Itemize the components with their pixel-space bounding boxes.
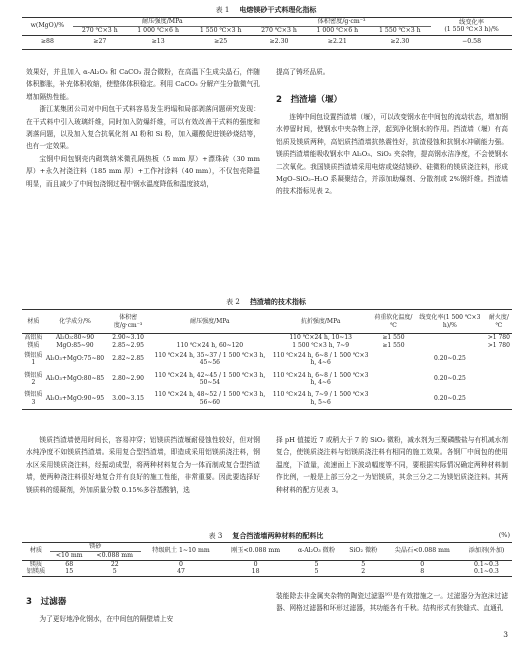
table3-number: 表 3 <box>208 532 223 540</box>
table-row: 高铝质 Al₂O₃:80~90 2.90~3.10 110 ℃×24 h, 10~13 ≥1 550 >1 780 <box>24 334 510 341</box>
table3-head: 刚玉<0.088 mm <box>221 543 290 561</box>
table2 <box>22 309 512 410</box>
table1-cell: ≥25 <box>214 38 228 46</box>
left-column-bottom <box>26 613 260 625</box>
table2-title: 挡渣墙的技术指标 <box>249 297 306 306</box>
paragraph: 浙江某集团公司对中间包干式料容易发生坍塌和局部剥落问题研究发现：在干式料中引入玻璃纤维，同时加入防爆纤维，可以有效改善干式料的强度和剥落问题，以及加入复合抗氧化剂 Al 粉和 Si 粉，加入硼酸促进镁砂烧结等，也有一定效果。 <box>26 105 260 151</box>
table-row: 镁铝质 2 Al₂O₃+MgO:80~85 2.80~2.90 110 ℃×24 h, 42~45 / 1 500 ℃×3 h, 50~54 110 ℃×24 h, 6~8 / 1 500 ℃×3 h, 4~6 0.20~0.25 <box>24 371 466 386</box>
paragraph: 装能除去非金属夹杂物的陶瓷过滤器¹⁶¹是有效措施之一。过滤器分为泡沫过滤器、网格过滤器和环形过滤器，其功能各有千秋。结构形式有狭缝式、直通孔 <box>276 592 508 613</box>
table2-head: 化学成分/% <box>59 317 91 325</box>
section-heading-2: 2 挡渣墙（堰） <box>276 95 343 105</box>
paragraph: 提高了铸坯品质。 <box>276 68 330 76</box>
table2-head: 材质 <box>27 317 40 325</box>
table1 <box>22 17 512 50</box>
table2-head: 线变化率(1 500 ℃×3 h)/% <box>419 314 481 329</box>
table1-cell: ≥2.30 <box>390 38 410 46</box>
table1-sub: 1 550 ℃×3 h <box>199 26 242 34</box>
table3-head: α-Al₂O₃ 微粉 <box>290 543 343 561</box>
table1-sub: 270 ℃×3 h <box>81 26 118 34</box>
table3-unit: (%) <box>498 531 510 539</box>
paragraph: 镁质挡渣墙使用时间长，容易冲穿；铝镁质挡渣堰耐侵蚀性较好，但对钢水纯净度不如镁质挡渣墙。采用复合型挡渣墙，即造成采用铝镁质浇注料，钢水区采用镁质浇注料，经振动成型，将两种材料复合为一体而制成复合型挡渣墙，使两种浇注料很好地复合并有良好的施工性能，非常重要。因此要选择好镁质料的缓凝剂，外加质量分数 0.15%多谷基酸钠，选 <box>26 436 260 494</box>
table2-head: 耐压强度/MPa <box>190 317 230 325</box>
table2-head: 抗折强度/MPa <box>300 317 341 325</box>
table-row: 镁铝质 1 Al₂O₃+MgO:75~80 2.82~2.85 110 ℃×24 h, 35~37 / 1 500 ℃×3 h, 45~56 110 ℃×24 h, 6~8 / 1 500 ℃×3 h, 4~6 0.20~0.25 <box>24 351 466 366</box>
table3-head-material: 材质 <box>22 543 50 561</box>
table-row: 铝镁质 15 5 47 18 5 2 8 0.1~0.3 <box>22 568 512 576</box>
table1-head-mgo: w(MgO)/% <box>22 18 73 36</box>
table1-number: 表 1 <box>215 6 230 14</box>
table2-head: 耐火度/℃ <box>488 314 509 329</box>
table1-caption <box>0 5 532 15</box>
right-column-bottom <box>276 590 508 615</box>
table1-sub: 1 000 ℃×6 h <box>316 26 359 34</box>
table3-caption <box>0 531 532 541</box>
table1-head-linear: 线变化率 (1 550 ℃×3 h)/% <box>431 18 512 36</box>
left-column-upper <box>26 66 260 190</box>
paragraph: 宝钢中间包钢壳内砌筑纳米微孔隔热板（5 mm 厚）+漂珠砖（30 mm 厚）+永久衬浇注料（185 mm 厚）+工作衬涂料（40 mm），不仅包壳降温明显，而且减少了中间包浇钢过程中钢水温度降低和温度波动， <box>26 154 260 188</box>
table1-head-density: 体积密度/g·cm⁻³ <box>252 18 431 27</box>
table3-sub: <0.088 mm <box>96 551 134 559</box>
table1-cell: ≥2.30 <box>269 38 289 46</box>
right-column-middle <box>276 434 508 496</box>
table3-head-magnesia: 镁砂 <box>50 543 141 552</box>
right-column-upper-b <box>276 111 508 198</box>
paragraph: 效果好，并且加入 α-Al₂O₃ 和 CaCO₃ 混合微粉，在高温下生成尖晶石，伴随体积膨胀，补充体积收缩，使整体体积稳定。利用 CaCO₃ 分解产生分散微气孔增加隔热性能。 <box>26 68 260 101</box>
left-column-middle <box>26 434 260 496</box>
table1-sub: 270 ℃×3 h <box>261 26 297 34</box>
table-row: 镁质 68 22 0 0 5 5 0 0.1~0.3 <box>29 560 499 568</box>
table2-number: 表 2 <box>226 298 240 306</box>
section-heading-3: 3 过滤器 <box>26 597 67 607</box>
table3-title: 复合挡渣墙两种材料的配料比 <box>232 531 324 540</box>
table1-cell: ≥88 <box>40 38 54 46</box>
table1-cell: ≥2.21 <box>327 38 347 46</box>
table1-sub: 1 000 ℃×6 h <box>137 26 179 34</box>
table1-head-strength: 耐压强度/MPa <box>73 18 252 27</box>
table1-cell: −0.58 <box>462 38 482 46</box>
table-row: 镁铝质 3 Al₂O₃+MgO:90~95 3.00~3.15 110 ℃×24 h, 48~52 / 1 500 ℃×3 h, 56~60 110 ℃×24 h, 7~9 / 1 500 ℃×3 h, 5~6 0.20~0.25 <box>22 389 512 409</box>
paragraph: 择 pH 值接近 7 或稍大于 7 的 SiO₂ 微粉，减水剂为三聚磷酸盐与有机减水剂复合，使镁质浇注料与铝镁质浇注料有相同的施工效果。各钢厂中间包的使用温度，下渣量，流速面上下波动幅度等不同，要根据实际情况确定两种材料制作比例，一般是上部三分之一为铝镁质，其余三分之二为镁铝质浇注料。其两种材料的配方见表 3。 <box>276 436 508 494</box>
table2-head: 荷重软化温度/℃ <box>374 314 413 329</box>
table1-title: 电熔镁砂干式料理化指标 <box>239 5 317 14</box>
table-row: 镁质 MgO:85~90 2.85~2.95 110 ℃×24 h, 60~120 1 500 ℃×3 h, 7~9 ≥1 550 >1 780 <box>27 341 510 349</box>
table3 <box>22 542 512 577</box>
paragraph: 为了更好地净化钢水，在中间包的隔壁墙上安 <box>39 615 174 623</box>
table3-sub: <10 mm <box>55 551 83 559</box>
paragraph: 连铸中间包设置挡渣墙（堰），可以改变钢水在中间包的流动状态，增加钢水停留时间，使钢水中夹杂物上浮，起到净化钢水的作用。挡渣墙（堰）有高铝质及镁质两种，高铝质挡渣墙抗热震性好，抗渣侵蚀和抗钢水冲刷能力强。镁质挡渣墙能吸收钢水中 Al₂O₃、SiO₂ 夹杂物，提高钢水洁净度，不会使钢水二次氧化。我国镁质挡渣墙采用电熔或烧结镁砂、硅微粉的镁质浇注料，形成 MgO–SiO₂–H₂O 系凝聚结合，并添加助爆剂、分散剂或 2%钢纤维。挡渣墙的技术指标见表 2。 <box>276 113 508 196</box>
table3-head: 尖晶石<0.088 mm <box>384 543 461 561</box>
page-number: 3 <box>503 630 508 639</box>
table1-cell: ≥13 <box>151 38 165 46</box>
table3-head: SiO₂ 微粉 <box>343 543 384 561</box>
table1-sub: 1 550 ℃×3 h <box>378 26 421 34</box>
right-column-upper-a <box>276 66 508 78</box>
table2-caption <box>0 297 532 307</box>
table3-head: 特级矾土 1~10 mm <box>141 543 221 561</box>
table2-head: 体积密度/g·cm⁻³ <box>113 314 143 329</box>
table1-cell: ≥27 <box>93 38 107 46</box>
table3-head: 添加剂(外加) <box>461 543 512 561</box>
